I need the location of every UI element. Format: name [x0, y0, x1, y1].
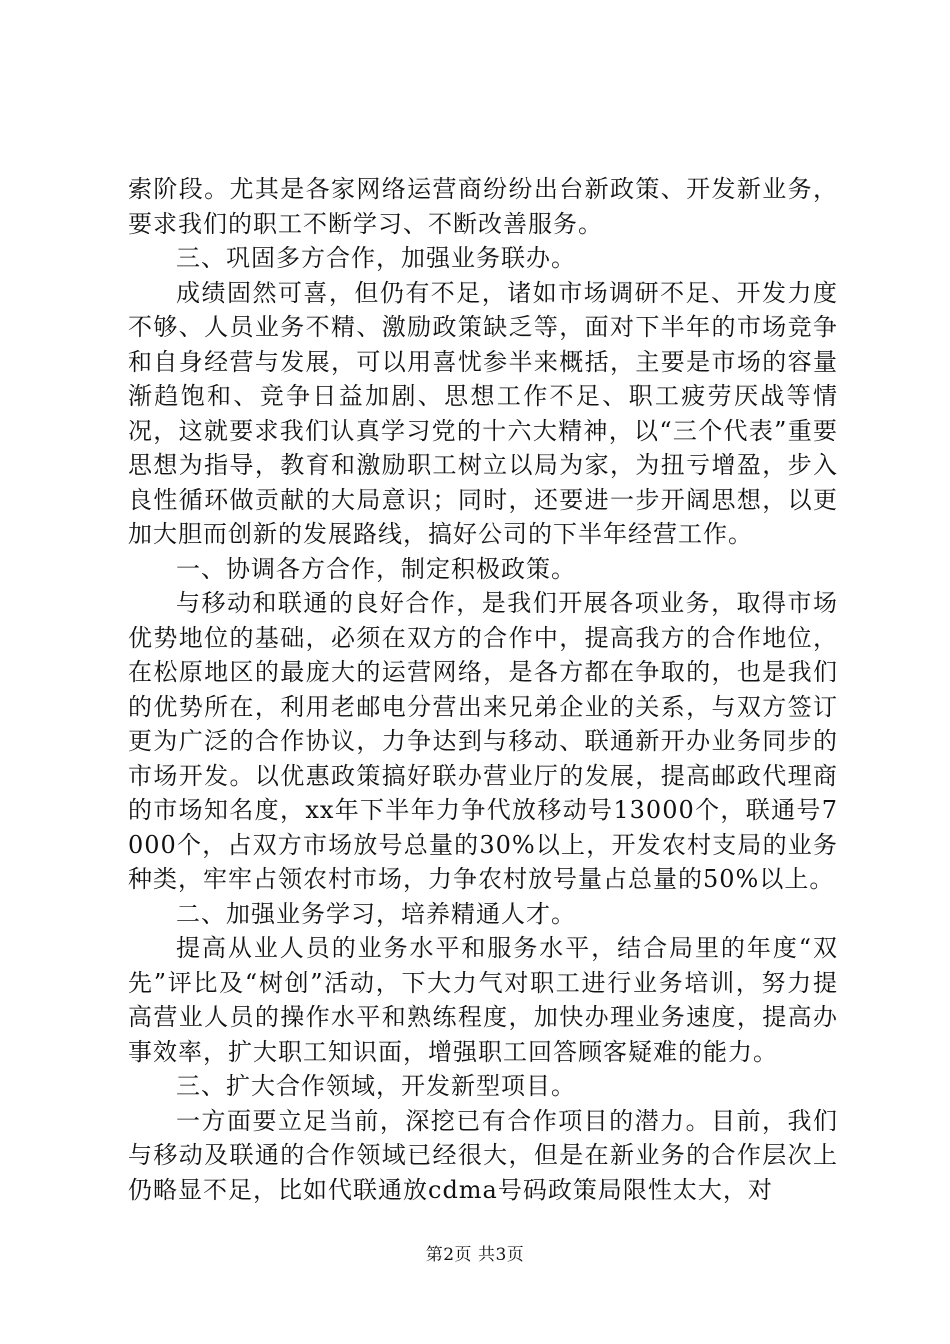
page-number-footer: 第2页 共3页: [425, 1245, 525, 1265]
paragraph-expand: 一方面要立足当前，深挖已有合作项目的潜力。目前，我们与移动及联通的合作领域已经很大，但是在新业务的合作层次上仍略显不足，比如代联通放cdma号码政策局限性太大，对: [128, 1106, 838, 1204]
section-heading-expand: 三、扩大合作领域，开发新型项目。: [176, 1072, 576, 1100]
section-heading-coordinate: 一、协调各方合作，制定积极政策。: [176, 554, 576, 583]
section-heading-training: 二、加强业务学习，培养精通人才。: [176, 899, 576, 928]
section-heading-consolidate: 三、巩固多方合作，加强业务联办。: [176, 244, 576, 272]
paragraph-training: 提高从业人员的业务水平和服务水平，结合局里的年度“双先”评比及“树创”活动，下大力气对职工进行业务培训，努力提高营业人员的操作水平和熟练程度，加快办理业务速度，提高办事效率，扩大职工知识面，增强职工回答顾客疑难的能力。: [128, 934, 838, 1066]
document-body: [128, 172, 838, 1207]
paragraph-achievements: 成绩固然可喜，但仍有不足，诸如市场调研不足、开发力度不够、人员业务不精、激励政策缺乏等，面对下半年的市场竞争和自身经营与发展，可以用喜忧参半来概括，主要是市场的容量渐趋饱和、竞争日益加剧、思想工作不足、职工疲劳厌战等情况，这就要求我们认真学习党的十六大精神，以“三个代表”重要思想为指导，教育和激励职工树立以局为家，为扭亏增盈，步入良性循环做贡献的大局意识；同时，还要进一步开阔思想，以更加大胆而创新的发展路线，搞好公司的下半年经营工作。: [128, 278, 838, 548]
paragraph-continued: 索阶段。尤其是各家网络运营商纷纷出台新政策、开发新业务，要求我们的职工不断学习、不断改善服务。: [128, 175, 838, 238]
paragraph-cooperation: 与移动和联通的良好合作，是我们开展各项业务，取得市场优势地位的基础，必须在双方的合作中，提高我方的合作地位，在松原地区的最庞大的运营网络，是各方都在争取的，也是我们的优势所在，利用老邮电分营出来兄弟企业的关系，与双方签订更为广泛的合作协议，力争达到与移动、联通新开办业务同步的市场开发。以优惠政策搞好联办营业厅的发展，提高邮政代理商的市场知名度，xx年下半年力争代放移动号13000个，联通号7000个，占双方市场放号总量的30%以上，开发农村支局的业务种类，牢牢占领农村市场，力争农村放号量占总量的50%以上。: [128, 589, 838, 893]
